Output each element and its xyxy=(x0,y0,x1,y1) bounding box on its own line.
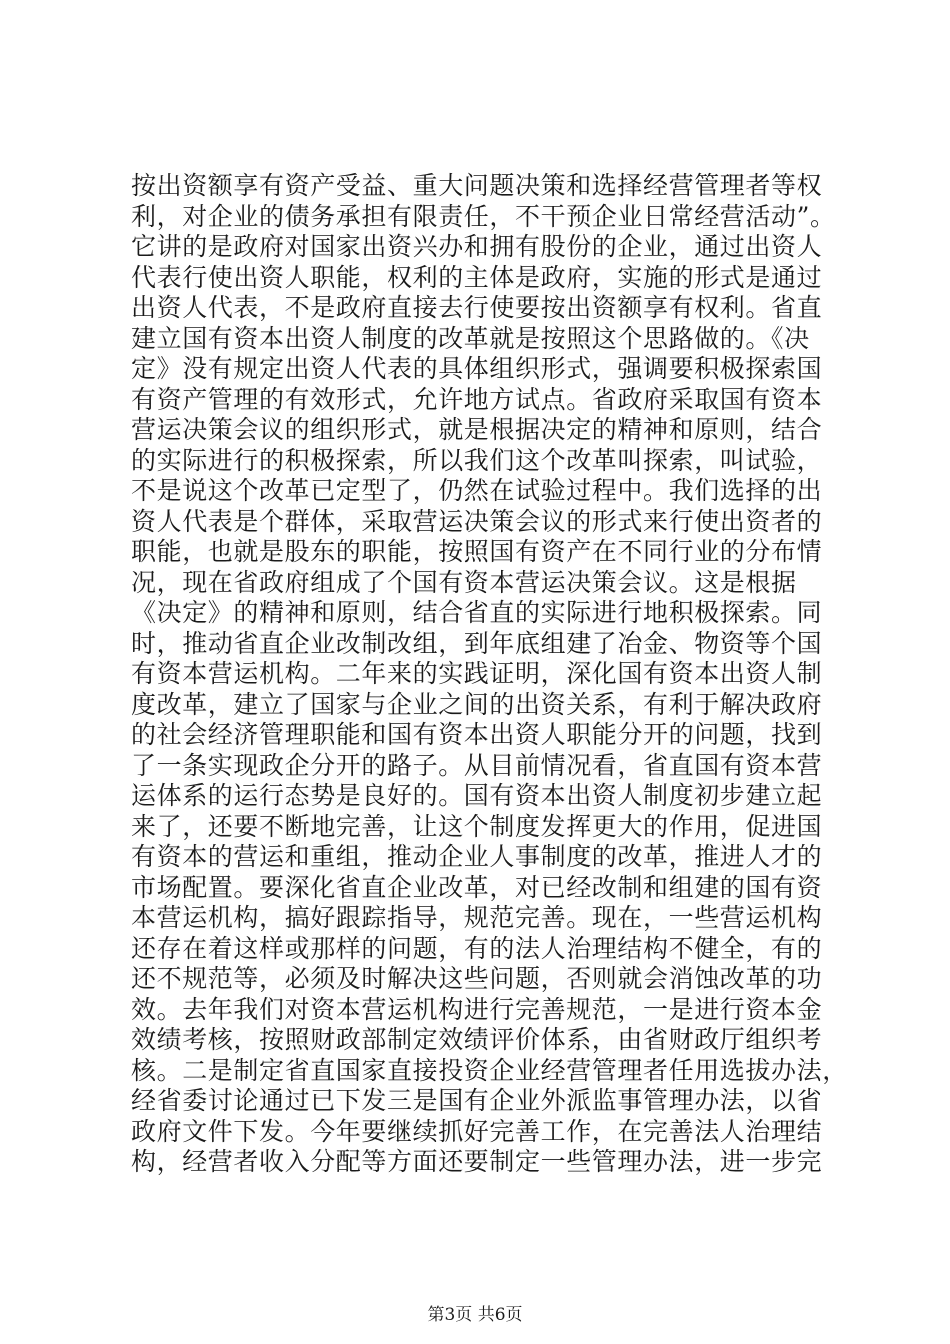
text-line: 运体系的运行态势是良好的。国有资本出资人制度初步建立起 xyxy=(131,781,823,810)
text-line: 它讲的是政府对国家出资兴办和拥有股份的企业，通过出资人 xyxy=(131,232,823,261)
text-line: 况，现在省政府组成了个国有资本营运决策会议。这是根据 xyxy=(131,567,797,597)
text-line: 政府文件下发。今年要继续抓好完善工作，在完善法人治理结 xyxy=(131,1116,823,1146)
text-line: 代表行使出资人职能，权利的主体是政府，实施的形式是通过 xyxy=(131,262,823,292)
text-line: 有资产管理的有效形式，允许地方试点。省政府采取国有资本 xyxy=(131,384,823,414)
text-line: 了一条实现政企分开的路子。从目前情况看，省直国有资本营 xyxy=(131,750,823,780)
text-line: 时，推动省直企业改制改组，到年底组建了冶金、物资等个国 xyxy=(131,628,823,658)
text-line: 本营运机构，搞好跟踪指导，规范完善。现在，一些营运机构 xyxy=(131,903,823,932)
text-line: 效。去年我们对资本营运机构进行完善规范，一是进行资本金 xyxy=(131,994,823,1024)
text-line: 资人代表是个群体，采取营运决策会议的形式来行使出资者的 xyxy=(131,506,823,536)
text-line: 出资人代表，不是政府直接去行使要按出资额享有权利。省直 xyxy=(131,293,823,322)
text-line: 建立国有资本出资人制度的改革就是按照这个思路做的。《决 xyxy=(131,323,810,353)
body-text xyxy=(131,171,848,1178)
text-line: 效绩考核，按照财政部制定效绩评价体系，由省财政厅组织考 xyxy=(131,1025,823,1054)
text-line: 核。二是制定省直国家直接投资企业经营管理者任用选拔办法， xyxy=(131,1055,848,1085)
text-line: 不是说这个改革已定型了，仍然在试验过程中。我们选择的出 xyxy=(131,476,823,505)
text-line: 营运决策会议的组织形式，就是根据决定的精神和原则，结合 xyxy=(131,415,823,444)
text-line: 市场配置。要深化省直企业改革，对已经改制和组建的国有资 xyxy=(131,872,823,902)
page-number-footer: 第3页 共6页 xyxy=(427,1305,523,1325)
text-line: 《决定》的精神和原则，结合省直的实际进行地积极探索。同 xyxy=(131,598,823,627)
text-line: 的实际进行的积极探索，所以我们这个改革叫探索，叫试验， xyxy=(131,445,823,475)
text-line: 定》没有规定出资人代表的具体组织形式，强调要积极探索国 xyxy=(131,354,823,383)
text-line: 来了，还要不断地完善，让这个制度发挥更大的作用，促进国 xyxy=(131,811,823,841)
text-line: 职能，也就是股东的职能，按照国有资产在不同行业的分布情 xyxy=(131,537,823,566)
text-line: 有资本的营运和重组，推动企业人事制度的改革，推进人才的 xyxy=(131,842,823,871)
text-line: 的社会经济管理职能和国有资本出资人职能分开的问题，找到 xyxy=(131,720,823,749)
text-line: 利，对企业的债务承担有限责任，不干预企业日常经营活动”。 xyxy=(131,201,836,231)
text-line: 有资本营运机构。二年来的实践证明，深化国有资本出资人制 xyxy=(131,659,823,688)
text-line: 还存在着这样或那样的问题，有的法人治理结构不健全，有的 xyxy=(131,933,823,963)
text-line: 经省委讨论通过已下发三是国有企业外派监事管理办法，以省 xyxy=(131,1086,823,1115)
text-line: 还不规范等，必须及时解决这些问题，否则就会消蚀改革的功 xyxy=(131,964,823,993)
text-line: 构，经营者收入分配等方面还要制定一些管理办法，进一步完 xyxy=(131,1147,823,1176)
text-line: 按出资额享有资产受益、重大问题决策和选择经营管理者等权 xyxy=(131,171,823,200)
text-line: 度改革，建立了国家与企业之间的出资关系，有利于解决政府 xyxy=(131,689,823,719)
